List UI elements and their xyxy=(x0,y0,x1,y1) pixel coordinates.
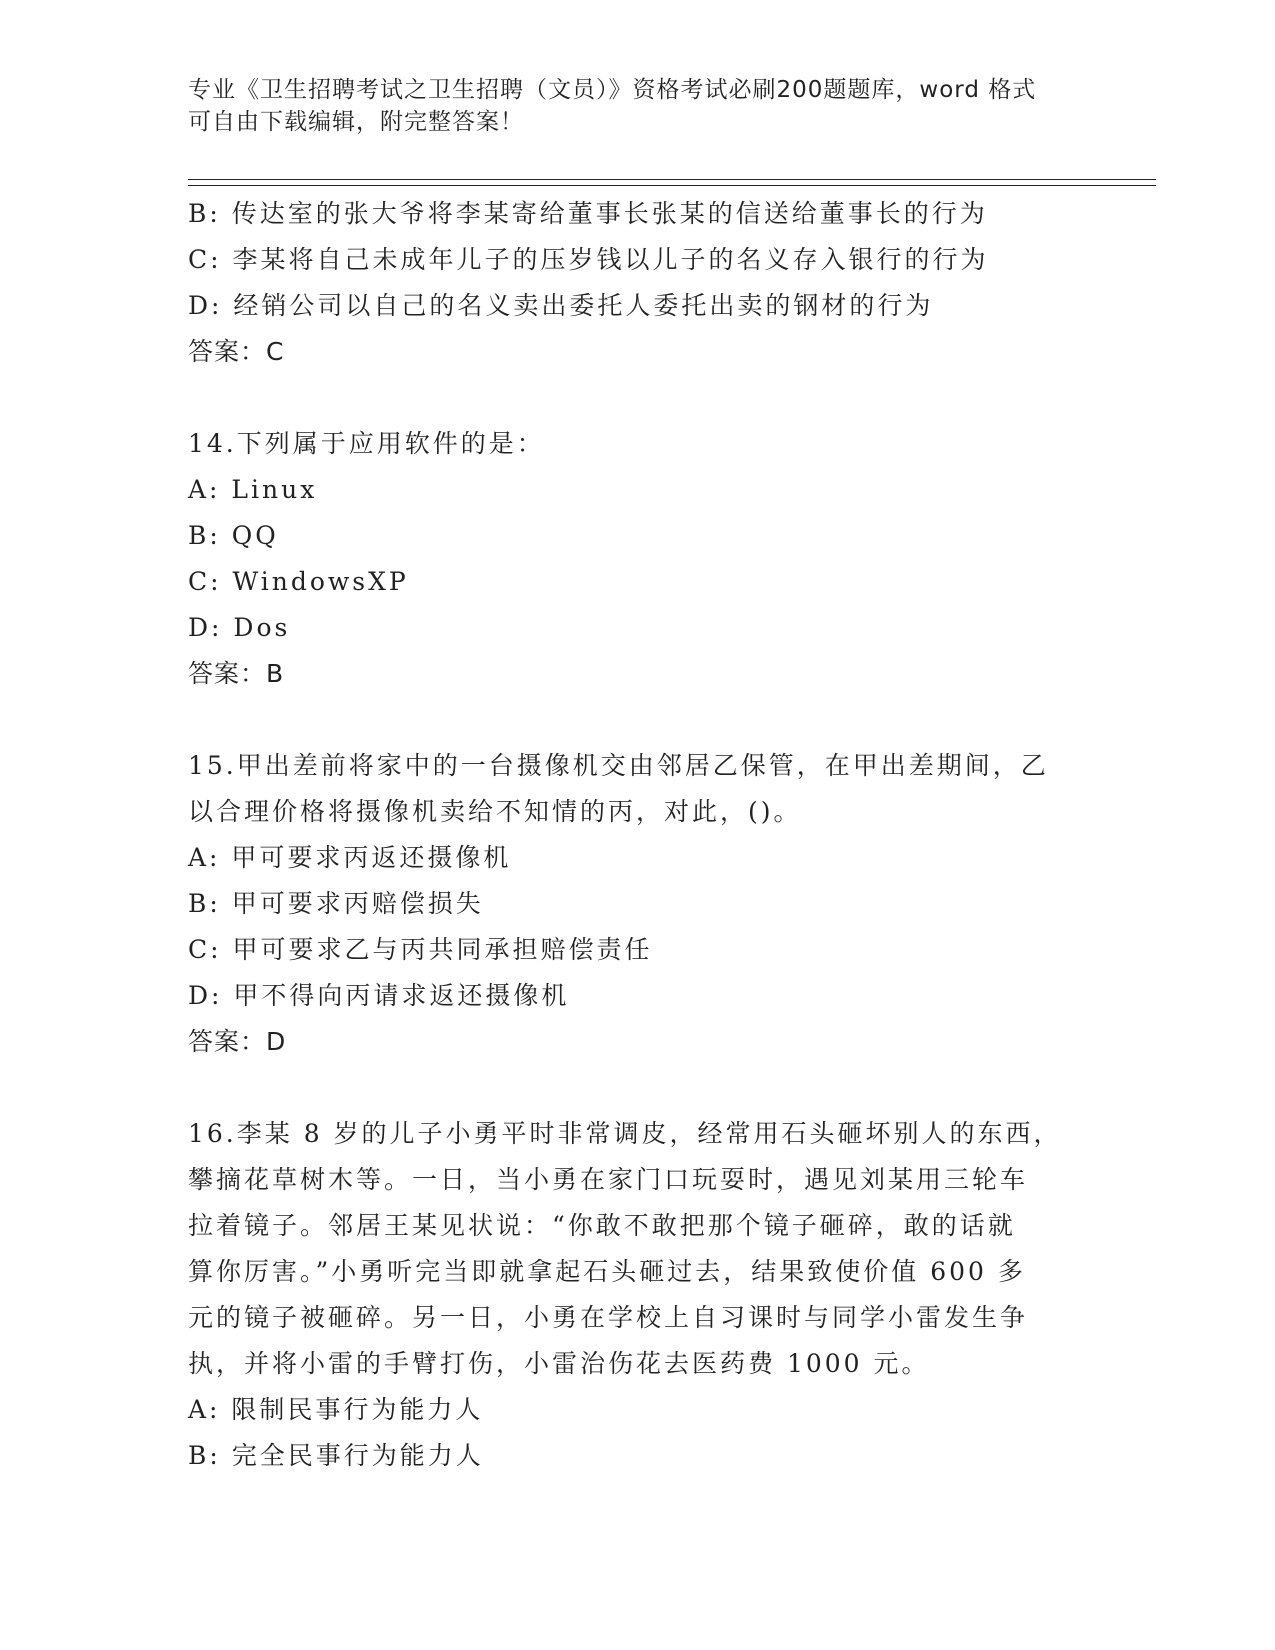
q13-answer: 答案：C xyxy=(188,337,285,366)
q15-stem-line-1: 15.甲出差前将家中的一台摄像机交由邻居乙保管，在甲出差期间，乙 xyxy=(188,751,1049,780)
question-14 xyxy=(188,421,1088,697)
q14-option-d: D: Dos xyxy=(188,613,291,642)
q15-answer: 答案：D xyxy=(188,1027,287,1056)
q16-stem-line-5: 元的镜子被砸碎。另一日，小勇在学校上自习课时与同学小雷发生争 xyxy=(188,1303,1029,1332)
q14-stem: 14.下列属于应用软件的是： xyxy=(188,429,545,458)
header-divider-top xyxy=(188,179,1156,180)
q15-option-c: C: 甲可要求乙与丙共同承担赔偿责任 xyxy=(188,935,653,964)
q15-option-d: D: 甲不得向丙请求返还摄像机 xyxy=(188,981,570,1010)
q16-stem-line-1: 16.李某 8 岁的儿子小勇平时非常调皮，经常用石头砸坏别人的东西， xyxy=(188,1119,1062,1148)
q16-stem-line-2: 攀摘花草树木等。一日，当小勇在家门口玩耍时，遇见刘某用三轮车 xyxy=(188,1165,1029,1194)
document-header xyxy=(188,74,1068,138)
spacer xyxy=(188,1065,1088,1111)
spacer xyxy=(188,697,1088,743)
q16-stem-line-6: 执，并将小雷的手臂打伤，小雷治伤花去医药费 1000 元。 xyxy=(188,1349,930,1378)
q14-option-a: A: Linux xyxy=(188,475,318,504)
header-divider-bottom xyxy=(188,185,1156,186)
q16-option-b: B: 完全民事行为能力人 xyxy=(188,1441,484,1470)
question-15 xyxy=(188,743,1088,1065)
q15-option-b: B: 甲可要求丙赔偿损失 xyxy=(188,889,484,918)
q16-stem-line-3: 拉着镜子。邻居王某见状说：“你敢不敢把那个镜子砸碎，敢的话就 xyxy=(188,1211,1016,1240)
q14-answer: 答案：B xyxy=(188,659,285,688)
spacer xyxy=(188,375,1088,421)
q15-option-a: A: 甲可要求丙返还摄像机 xyxy=(188,843,512,872)
question-16 xyxy=(188,1111,1088,1479)
question-content xyxy=(188,191,1088,1479)
q13-option-b: B: 传达室的张大爷将李某寄给董事长张某的信送给董事长的行为 xyxy=(188,199,988,228)
q13-option-d: D: 经销公司以自己的名义卖出委托人委托出卖的钢材的行为 xyxy=(188,291,934,320)
q15-stem-line-2: 以合理价格将摄像机卖给不知情的丙，对此，()。 xyxy=(188,797,802,826)
q16-option-a: A: 限制民事行为能力人 xyxy=(188,1395,484,1424)
header-title-line-2: 可自由下载编辑，附完整答案！ xyxy=(188,109,524,135)
q13-option-c: C: 李某将自己未成年儿子的压岁钱以儿子的名义存入银行的行为 xyxy=(188,245,989,274)
q14-option-b: B: QQ xyxy=(188,521,279,550)
header-title-line-1: 专业《卫生招聘考试之卫生招聘（文员）》资格考试必刷200题题库，word 格式 xyxy=(188,77,1037,103)
q14-option-c: C: WindowsXP xyxy=(188,567,409,596)
question-13 xyxy=(188,191,1088,375)
q16-stem-line-4: 算你厉害。”小勇听完当即就拿起石头砸过去，结果致使价值 600 多 xyxy=(188,1257,1026,1286)
